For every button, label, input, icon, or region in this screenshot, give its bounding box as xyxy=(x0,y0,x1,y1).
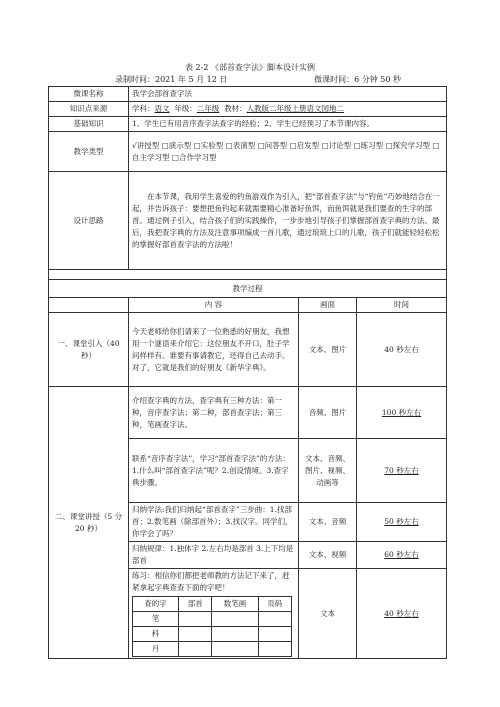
document-title: 表 2-2 《部首查字法》脚本设计实例 xyxy=(185,63,315,72)
subject: 语文 xyxy=(154,104,170,113)
basis-value: 1、学生已有用音序查字法查字的经验；2、学生已经预习了本节课内容。 xyxy=(129,117,447,132)
design-value: 在本节课，我用学生喜爱的钓鱼游戏作为引入，把“部首查字法”与“钓鱼”巧妙地结合在一起，并告诉孩子：要想把鱼钓起来就需要精心准备好鱼饵，而鱼饵就是我们要查的生字的部首。通过例子引入，结合孩子们的实践操作，一步步地引导孩子们掌握部首查字典的方法。最后，我把查字典的方法及注意事项编成一首儿歌，通过琅琅上口的儿歌，孩子们就能轻轻松松的掌握好部首查字法的方法啦！ xyxy=(129,172,447,270)
script-table xyxy=(48,86,447,659)
row-time: 70 秒左右 xyxy=(357,439,447,503)
col-content: 内 容 xyxy=(129,298,299,313)
row-time: 100 秒左右 xyxy=(357,387,447,439)
basis-label: 基础知识 xyxy=(49,117,129,132)
name-value: 我学会部首查字法 xyxy=(129,87,447,102)
row-content: 联系“音序查字法”，学习“部首查字法”的方法：1.什么叫“部首查字法”呢？2.创设情境。3.查字典步骤。 xyxy=(129,439,299,503)
name-label: 微课名称 xyxy=(49,87,129,102)
row-screen: 文本 xyxy=(299,569,357,659)
row-content: 归纳学法:我们归纳起“部首查字”三步曲：1.找部首；2.数笔画（除部首外）；3.找汉字。同学们，你学会了吗？ xyxy=(129,503,299,542)
col-time: 时间 xyxy=(357,298,447,313)
row-screen: 文本、视频 xyxy=(299,542,357,569)
section-intro-label: 一、课堂引入（40 秒） xyxy=(49,313,129,387)
row-screen: 文本、图片 xyxy=(299,313,357,387)
row-content: 介绍查字典的方法，查字典有三种方法：第一种，音序查字法；第二种，部首查字法；第三种，笔画查字法。 xyxy=(129,387,299,439)
row-time: 50 秒左右 xyxy=(357,503,447,542)
source-value: 学科：语文 年级：二年级 教材：人教版二年级上册语文园地二 xyxy=(129,102,447,117)
practice-text: 练习：相信你们都把老师教的方法记下来了，赶紧拿起字典查查下面的字吧！ xyxy=(132,571,290,592)
record-time: 录制时间：2021 年 5 月 12 日 xyxy=(115,75,228,84)
row-content: 归纳规律：1.独体字 2.左右均是部首 3.上下均是部首 xyxy=(129,542,299,569)
row-content: 今天老师给你们请来了一位熟悉的好朋友，我想用一个谜语来介绍它：这位朋友不开口，肚子学问样样有。谁要有事请教它，还得自己去动手。对了，它就是我们的好朋友《新华字典》。 xyxy=(129,313,299,387)
practice-char: 笔 xyxy=(133,612,179,627)
course-duration: 微课时间：6 分钟 50 秒 xyxy=(314,75,401,84)
practice-char: 月 xyxy=(133,642,179,657)
row-time: 60 秒左右 xyxy=(357,542,447,569)
row-screen: 音频、图片 xyxy=(299,387,357,439)
practice-header: 页码 xyxy=(258,597,292,612)
row-screen: 文本、音频、图片、视频、动画等 xyxy=(299,439,357,503)
section-teach-label: 二、课堂讲授（5 分 20 秒） xyxy=(49,387,129,659)
type-label: 教学类型 xyxy=(49,132,129,172)
practice-header: 查的字 xyxy=(133,597,179,612)
type-value: √讲授型 □演示型 □实验型 □表演型 □问答型 □启发型 □讨论型 □练习型 □探究学习型 □自主学习型 □合作学习型 xyxy=(129,132,447,172)
practice-header: 部首 xyxy=(179,597,212,612)
col-screen: 画面 xyxy=(299,298,357,313)
textbook: 人教版二年级上册语文园地二 xyxy=(246,104,345,113)
practice-header: 数笔画 xyxy=(212,597,258,612)
design-label: 设计思路 xyxy=(49,172,129,270)
process-heading: 教学过程 xyxy=(49,280,447,298)
practice-char: 科 xyxy=(133,627,179,642)
source-label: 知识点来源 xyxy=(49,102,129,117)
row-time: 40 秒左右 xyxy=(357,313,447,387)
practice-cell xyxy=(129,569,299,659)
grade: 二年级 xyxy=(196,104,220,113)
row-screen: 文本、音频 xyxy=(299,503,357,542)
practice-table xyxy=(132,596,292,657)
row-time: 40 秒左右 xyxy=(357,569,447,659)
